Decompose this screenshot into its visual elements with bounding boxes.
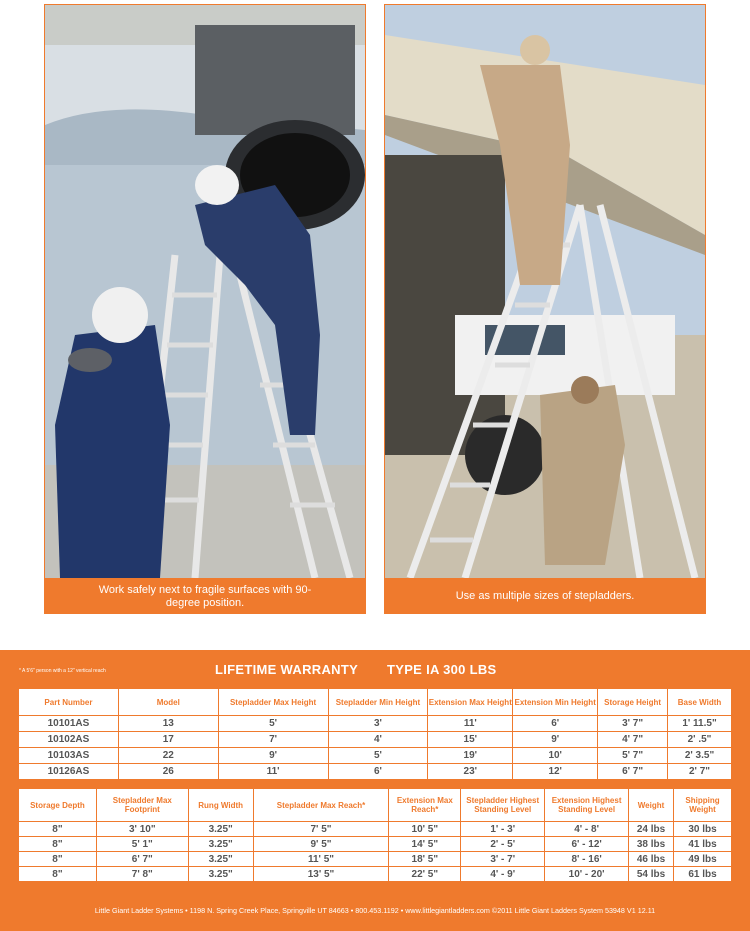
table-cell: 10101AS bbox=[19, 716, 119, 732]
table-cell: 7' 8" bbox=[96, 867, 188, 882]
table-cell: 2' .5" bbox=[668, 732, 732, 748]
table-cell: 54 lbs bbox=[629, 867, 674, 882]
specs-table-reach-weight bbox=[18, 788, 732, 882]
column-header: Storage Depth bbox=[19, 789, 97, 822]
column-header: Rung Width bbox=[188, 789, 253, 822]
company-footer: Little Giant Ladder Systems • 1198 N. Spring Creek Place, Springville UT 84663 • 800.453.1192 • www.littlegiantladders.com ©2011 Little Giant Ladders System 53948 V1 12.11 bbox=[94, 906, 656, 915]
table-cell: 11' 5" bbox=[253, 852, 389, 867]
photo-caption-helicopter: Work safely next to fragile surfaces with 90-degree position. bbox=[98, 583, 312, 609]
photo-card-military bbox=[384, 4, 706, 614]
table-cell: 1' 11.5" bbox=[668, 716, 732, 732]
column-header: Extension Max Height bbox=[428, 689, 513, 716]
table-cell: 2' 3.5" bbox=[668, 748, 732, 764]
column-header: Stepladder Min Height bbox=[328, 689, 428, 716]
table-cell: 10' - 20' bbox=[545, 867, 629, 882]
table-cell: 10103AS bbox=[19, 748, 119, 764]
table-cell: 13 bbox=[118, 716, 218, 732]
table-cell: 10126AS bbox=[19, 764, 119, 780]
table-cell: 8" bbox=[19, 837, 97, 852]
table-cell: 3' bbox=[328, 716, 428, 732]
table-cell: 8" bbox=[19, 852, 97, 867]
column-header: Part Number bbox=[19, 689, 119, 716]
table-cell: 3' 7" bbox=[598, 716, 668, 732]
table-row bbox=[19, 716, 732, 732]
table-cell: 9' bbox=[218, 748, 328, 764]
column-header: Stepladder Highest Standing Level bbox=[461, 789, 545, 822]
table-cell: 17 bbox=[118, 732, 218, 748]
table-cell: 30 lbs bbox=[674, 822, 732, 837]
table-cell: 5' bbox=[218, 716, 328, 732]
table-cell: 11' bbox=[428, 716, 513, 732]
column-header: Extension Max Reach* bbox=[389, 789, 461, 822]
table-row bbox=[19, 748, 732, 764]
table-cell: 61 lbs bbox=[674, 867, 732, 882]
table-cell: 9' 5" bbox=[253, 837, 389, 852]
table-cell: 10' bbox=[513, 748, 598, 764]
table-cell: 8" bbox=[19, 867, 97, 882]
table-cell: 6' bbox=[328, 764, 428, 780]
table-cell: 8' - 16' bbox=[545, 852, 629, 867]
column-header: Stepladder Max Height bbox=[218, 689, 328, 716]
military-stepladder-photo bbox=[385, 5, 705, 578]
table-cell: 2' 7" bbox=[668, 764, 732, 780]
table-cell: 22 bbox=[118, 748, 218, 764]
table-cell: 6' - 12' bbox=[545, 837, 629, 852]
table-cell: 22' 5" bbox=[389, 867, 461, 882]
table-cell: 41 lbs bbox=[674, 837, 732, 852]
table-cell: 11' bbox=[218, 764, 328, 780]
table-row bbox=[19, 867, 732, 882]
table-cell: 3.25" bbox=[188, 837, 253, 852]
table-cell: 19' bbox=[428, 748, 513, 764]
column-header: Model bbox=[118, 689, 218, 716]
table-cell: 2' - 5' bbox=[461, 837, 545, 852]
table-cell: 4' bbox=[328, 732, 428, 748]
table-cell: 4' - 9' bbox=[461, 867, 545, 882]
table-cell: 8" bbox=[19, 822, 97, 837]
table-header-row bbox=[19, 789, 732, 822]
table-cell: 15' bbox=[428, 732, 513, 748]
table-cell: 7' 5" bbox=[253, 822, 389, 837]
column-header: Stepladder Max Footprint bbox=[96, 789, 188, 822]
table-cell: 38 lbs bbox=[629, 837, 674, 852]
table-cell: 3.25" bbox=[188, 867, 253, 882]
table-cell: 3' 10" bbox=[96, 822, 188, 837]
table-cell: 4' 7" bbox=[598, 732, 668, 748]
column-header: Storage Height bbox=[598, 689, 668, 716]
table-row bbox=[19, 822, 732, 837]
column-header: Extension Highest Standing Level bbox=[545, 789, 629, 822]
table-cell: 1' - 3' bbox=[461, 822, 545, 837]
column-header: Shipping Weight bbox=[674, 789, 732, 822]
table-cell: 10102AS bbox=[19, 732, 119, 748]
table-cell: 4' - 8' bbox=[545, 822, 629, 837]
photo-caption-military: Use as multiple sizes of stepladders. bbox=[455, 590, 635, 602]
table-cell: 5' 1" bbox=[96, 837, 188, 852]
table-row bbox=[19, 852, 732, 867]
table-cell: 26 bbox=[118, 764, 218, 780]
table-cell: 14' 5" bbox=[389, 837, 461, 852]
table-cell: 49 lbs bbox=[674, 852, 732, 867]
photo-card-helicopter bbox=[44, 4, 366, 614]
table-cell: 13' 5" bbox=[253, 867, 389, 882]
reach-footnote: * A 5'6" person with a 12" vertical reach bbox=[19, 668, 106, 674]
table-cell: 46 lbs bbox=[629, 852, 674, 867]
table-cell: 9' bbox=[513, 732, 598, 748]
table-cell: 6' bbox=[513, 716, 598, 732]
specs-table-dimensions bbox=[18, 688, 732, 780]
table-cell: 24 lbs bbox=[629, 822, 674, 837]
column-header: Stepladder Max Reach* bbox=[253, 789, 389, 822]
table-cell: 23' bbox=[428, 764, 513, 780]
table-cell: 6' 7" bbox=[598, 764, 668, 780]
table-row bbox=[19, 764, 732, 780]
warranty-title: LIFETIME WARRANTY bbox=[215, 662, 359, 677]
table-cell: 6' 7" bbox=[96, 852, 188, 867]
table-row bbox=[19, 837, 732, 852]
table-cell: 5' 7" bbox=[598, 748, 668, 764]
table-header-row bbox=[19, 689, 732, 716]
table-cell: 10' 5" bbox=[389, 822, 461, 837]
table-cell: 3.25" bbox=[188, 822, 253, 837]
table-cell: 12' bbox=[513, 764, 598, 780]
table-cell: 7' bbox=[218, 732, 328, 748]
table-cell: 3.25" bbox=[188, 852, 253, 867]
column-header: Extension Min Height bbox=[513, 689, 598, 716]
column-header: Base Width bbox=[668, 689, 732, 716]
column-header: Weight bbox=[629, 789, 674, 822]
table-cell: 3' - 7' bbox=[461, 852, 545, 867]
table-row bbox=[19, 732, 732, 748]
helicopter-maintenance-photo bbox=[45, 5, 365, 578]
table-cell: 5' bbox=[328, 748, 428, 764]
ladder-type-rating: TYPE IA 300 LBS bbox=[387, 662, 497, 677]
table-cell: 18' 5" bbox=[389, 852, 461, 867]
